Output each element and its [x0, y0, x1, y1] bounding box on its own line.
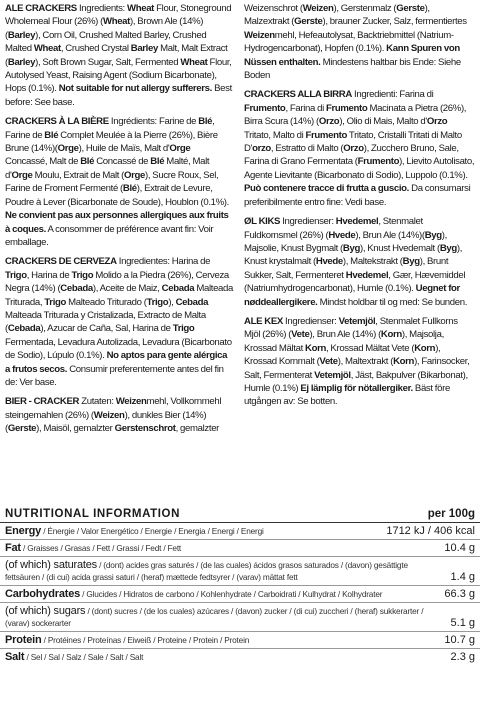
nutrition-title: NUTRITIONAL INFORMATION: [5, 508, 180, 520]
nutrient-value: 10.4 g: [444, 542, 475, 554]
ingredient-bold-text: Orge: [57, 143, 79, 155]
nutrition-label: [5, 588, 382, 600]
ingredient-bold-text: ØL KIKS: [244, 216, 281, 228]
ingredient-bold-text: Weizen: [302, 3, 334, 14]
ingredient-text: , Crushed Crystal: [60, 43, 131, 55]
nutrition-row: [0, 632, 480, 649]
ingredient-bold-text: Orge: [124, 169, 146, 181]
ingredient-text: , Stenmalet Fullkorns Mjöl (26%) (: [244, 315, 458, 341]
ingredient-bold-text: Wheat: [127, 3, 155, 14]
ingredient-text: , Farina di: [285, 102, 326, 114]
ingredient-text: , Harina de: [26, 269, 72, 281]
nutrient-translations: / Graisses / Grasas / Fett / Grassi / Fedt / Fett: [20, 543, 182, 553]
ingredient-text: Ingredienser:: [280, 216, 336, 228]
nutrient-translations: / (dont) acides gras saturés / (de las cuales) ácidos grasos saturados / (davon) gesättigte fettsäuren / (di cui) acida grassi saturi / (heraf) mættede fedtsyrer / (varav) mättat fett: [5, 560, 408, 582]
ingredient-text: ),: [168, 296, 176, 308]
nutrient-value: 1.4 g: [450, 571, 475, 583]
ingredient-bold-text: Blé: [44, 129, 59, 141]
ingredient-text: ), Soft Brown Sugar, Salt, Fermented: [35, 56, 181, 68]
ingredient-text: Mindestens haltbar bis Ende: Siehe Boden: [244, 56, 461, 82]
nutrition-row: [0, 649, 480, 665]
ingredient-bold-text: Not suitable for nut allergy sufferers.: [58, 83, 212, 95]
nutrient-translations: / Protéines / Proteínas / Eiweiß / Proteine / Protein / Protein: [41, 635, 250, 645]
ingredient-bold-text: Byg: [424, 229, 442, 241]
nutrient-translations: / Sel / Sal / Salz / Sale / Salt / Salt: [24, 652, 144, 662]
ingredient-bold-text: Weizen: [244, 29, 275, 41]
ingredient-text: Tritato, Malto di: [244, 129, 306, 141]
ingredient-bold-text: Blé: [80, 156, 95, 168]
ingredient-text: ), brauner Zucker, Salz, fermentiertes: [322, 16, 467, 28]
nutrient-translations: / Énergie / Valor Energético / Energie / Energia / Energi / Energi: [41, 526, 264, 536]
ingredient-bold-text: Gerstenschrot: [114, 423, 176, 435]
nutrition-rows: [0, 523, 480, 665]
ingredient-text: Complet Meulée à la Pierre (26%), Bière Brune (14%)(: [5, 129, 218, 155]
ingredient-text: ), Huile de Maïs, Malt d': [78, 143, 170, 155]
ingredients-columns: [5, 2, 477, 442]
ingredient-text: ), Maltextrakt (: [337, 356, 394, 368]
ingredient-text: ), Brun Ale (14%)(: [355, 229, 425, 241]
ingredient-text: ), Knust Hvedemalt (: [359, 242, 440, 254]
ingredient-bold-text: Orzo: [343, 143, 364, 155]
ingredient-bold-text: Cebada: [7, 323, 41, 335]
ingredient-text: Fermentada, Levadura Autolizada, Levadura (Bicarbonato de Sodio), Lúpulo (0.1%).: [5, 336, 232, 362]
ingredient-bold-text: BIER - CRACKER: [5, 396, 80, 408]
ingredient-text: ), Knust krystalmalt (: [244, 242, 463, 268]
ingredient-bold-text: Gerste: [294, 16, 323, 28]
ingredient-bold-text: Frumento: [357, 156, 400, 168]
ingredient-bold-text: Byg: [342, 242, 360, 254]
ingredient-bold-text: Orzo: [426, 116, 448, 128]
ingredient-text: Ingredientes: Harina de: [116, 256, 211, 268]
ingredient-text: ), Malzextrakt (: [244, 3, 430, 28]
ingredient-bold-text: Kann Spuren von Nüssen enthalten.: [244, 43, 460, 68]
ingredient-text: ), Majsolja, Krossad Mältat: [244, 329, 444, 354]
ingredient-bold-text: Barley: [130, 43, 158, 55]
ingredient-bold-text: Ej lämplig för nötallergiker.: [300, 382, 413, 394]
ingredient-paragraph: [5, 395, 234, 435]
nutrition-label: [5, 559, 445, 583]
nutrient-subname: (of which) saturates: [5, 559, 97, 571]
nutrient-name: Carbohydrates: [5, 588, 81, 600]
nutrient-value: 5.1 g: [450, 617, 475, 629]
ingredient-bold-text: Orzo: [318, 116, 340, 128]
ingredient-bold-text: Trigo: [172, 323, 195, 335]
ingredient-text: ), Majsolie, Knust Bygmalt (: [244, 229, 447, 254]
nutrient-value: 66.3 g: [444, 588, 475, 600]
ingredient-text: Concassé de: [94, 156, 151, 168]
nutrition-per-unit: per 100g: [427, 508, 475, 520]
ingredient-text: ), Corn Oil, Crushed Malted Barley, Crushed Malted: [5, 29, 207, 55]
ingredient-text: Concassé, Malt de: [5, 156, 81, 168]
ingredient-bold-text: Trigo: [71, 269, 94, 281]
ingredient-bold-text: Orge: [11, 169, 33, 181]
ingredient-bold-text: Hvedemel: [345, 269, 389, 281]
ingredient-text: Ingredienser:: [282, 315, 339, 327]
ingredient-bold-text: Blé: [122, 183, 137, 195]
nutrient-name: Energy: [5, 525, 42, 537]
ingredient-bold-text: Vete: [291, 329, 310, 341]
ingredient-bold-text: No aptos para gente alérgica a frutos secos.: [5, 350, 228, 375]
nutrition-label: [5, 542, 181, 554]
ingredient-paragraph: [5, 255, 234, 389]
ingredient-text: ), Lievito Autolisato, Agente Lievitante (Bicarbonato di Sodio), Luppolo (0.1%).: [244, 156, 475, 181]
ingredient-text: Ingredienti: Farina di: [351, 89, 434, 101]
ingredient-bold-text: Frumento: [244, 102, 286, 114]
nutrient-subname: (of which) sugars: [5, 605, 86, 617]
ingredient-text: mehl, Vollkornmehl steingemahlen (26%) (: [5, 396, 222, 421]
ingredient-text: ), Krossad Kornmalt (: [244, 342, 441, 368]
ingredient-text: mehl, Hefeautolysat, Backtriebmittel (Natrium-Hydrogencarbonat), Hopfen (0.1%).: [244, 29, 454, 55]
ingredient-bold-text: Cebada: [175, 296, 209, 308]
ingredient-text: Best before: See base.: [5, 83, 232, 108]
ingredients-right-column: [240, 2, 475, 442]
ingredient-bold-text: Korn: [393, 356, 415, 368]
ingredient-bold-text: Cebada: [161, 283, 195, 295]
ingredient-bold-text: Ne convient pas aux personnes allergiques aux fruits à coques.: [5, 210, 229, 235]
ingredient-bold-text: Uegnet for nøddeallergikere.: [244, 283, 460, 308]
ingredient-text: ), Extrait de Levure, Poudre à Lever (Bicarbonate de Soude), Houblon (0.1%).: [5, 183, 229, 208]
ingredient-text: , Krossad Mältat Vete (: [326, 342, 415, 354]
ingredient-bold-text: CRACKERS DE CERVEZA: [5, 256, 117, 268]
ingredient-bold-text: Orge: [169, 143, 191, 155]
ingredient-text: Mindst holdbar til og med: Se bunden.: [317, 296, 468, 308]
ingredient-text: Da consumarsi preferibilmente entro fine: Vedi base.: [244, 183, 471, 208]
nutrition-row: [0, 586, 480, 603]
ingredient-bold-text: Wheat: [33, 43, 61, 55]
ingredient-text: , Farine de: [5, 116, 215, 141]
ingredient-bold-text: Weizen: [115, 396, 147, 408]
ingredient-bold-text: Hvedemel: [335, 216, 379, 228]
ingredient-text: Malteada Triturada y Cristalizada, Extracto de Malta (: [5, 309, 206, 335]
ingredient-paragraph: [244, 215, 475, 309]
ingredient-bold-text: Blé: [150, 156, 165, 168]
nutrient-translations: / (dont) sucres / (de los cuales) azúcares / (davon) zucker / (di cui) zuccheri / (heraf) sukkerarter / (varav) sockerarter: [5, 606, 424, 628]
ingredient-bold-text: ALE CRACKERS: [5, 3, 77, 14]
nutrition-row: [0, 603, 480, 632]
ingredient-bold-text: Barley: [7, 56, 36, 68]
ingredient-bold-text: Byg: [402, 256, 420, 268]
ingredient-text: ), Brunt Sukker, Salt, Fermenteret: [244, 256, 449, 281]
ingredient-text: ), Maltekstrakt (: [342, 256, 403, 268]
nutrition-label: [5, 525, 264, 537]
ingredient-text: Tritato, Cristalli Tritati di Malto D': [244, 129, 462, 155]
ingredient-bold-text: Hvede: [315, 256, 343, 268]
ingredient-text: Malteado Triturado (: [66, 296, 147, 308]
ingredient-text: Malt, Malt Extract (: [5, 43, 228, 68]
nutrient-value: 2.3 g: [450, 651, 475, 663]
ingredient-text: A consommer de préférence avant fin: Voir emballage.: [5, 223, 214, 248]
ingredient-text: , Jäst, Bakpulver (Bikarbonat), Humle (0.1%): [244, 369, 468, 394]
nutrition-row: [0, 540, 480, 557]
ingredient-bold-text: Frumento: [305, 129, 347, 141]
nutrition-row: [0, 557, 480, 586]
ingredient-bold-text: Vetemjöl: [314, 369, 351, 381]
nutrient-value: 10.7 g: [444, 634, 475, 646]
ingredient-text: ), Sucre Roux, Sel, Farine de Froment Fermenté (: [5, 169, 219, 195]
ingredient-bold-text: Trigo: [146, 296, 169, 308]
ingredient-text: , Estratto di Malto (: [270, 143, 344, 155]
ingredient-text: Bäst före utgången av: Se botten.: [244, 382, 450, 408]
ingredient-text: Macinata a Pietra (26%), Birra Scura (14%) (: [244, 102, 467, 128]
ingredient-text: Flour, Stoneground Wholemeal Flour (26%) (: [5, 3, 232, 28]
ingredient-text: ), Aceite de Maiz,: [92, 283, 162, 295]
ingredient-bold-text: Korn: [380, 329, 402, 341]
ingredient-text: , gemalzter: [175, 423, 220, 435]
ingredient-text: Ingredients:: [76, 3, 127, 14]
ingredient-text: ), Azucar de Caña, Sal, Harina de: [40, 323, 173, 335]
ingredient-text: Malteada Triturada,: [5, 283, 234, 308]
nutrition-table: [0, 503, 480, 665]
ingredient-bold-text: Può contenere tracce di frutta a guscio.: [244, 183, 409, 195]
ingredient-bold-text: Byg: [439, 242, 457, 254]
ingredient-text: ), Farinsocker, Salt, Fermenterat: [244, 356, 470, 381]
ingredient-text: , Stenmalet Fuldkornsmel (26%) (: [244, 216, 423, 241]
ingredient-bold-text: Cebada: [60, 283, 93, 295]
ingredient-paragraph: [5, 115, 234, 249]
ingredient-text: Moulu, Extrait de Malt (: [32, 169, 125, 181]
nutrition-label: [5, 651, 143, 663]
ingredient-paragraph: [5, 2, 234, 109]
nutrient-name: Protein: [5, 634, 42, 646]
nutrition-label: [5, 605, 445, 629]
ingredient-bold-text: Korn: [305, 342, 326, 354]
ingredient-text: ), Olio di Mais, Malto d': [339, 116, 427, 128]
ingredient-bold-text: orzo: [252, 143, 271, 155]
ingredient-bold-text: Trigo: [5, 269, 27, 281]
ingredient-bold-text: Wheat: [180, 56, 208, 68]
ingredient-text: Zutaten:: [79, 396, 116, 408]
ingredient-bold-text: ALE KEX: [244, 315, 283, 327]
ingredient-bold-text: Vete: [319, 356, 338, 368]
ingredient-text: ), Zucchero Bruno, Sale, Farina di Grano Fermentata (: [244, 143, 459, 168]
ingredient-text: Molido a la Piedra (26%), Cerveza Negra (14%) (: [5, 269, 229, 295]
ingredient-bold-text: Gerste: [396, 3, 425, 14]
ingredient-text: ), Brown Ale (14%) (: [5, 16, 204, 41]
ingredient-bold-text: Hvede: [328, 229, 356, 241]
ingredient-bold-text: CRACKERS À LA BIÈRE: [5, 116, 109, 128]
ingredient-paragraph: [244, 315, 475, 409]
nutrient-name: Fat: [5, 542, 21, 554]
nutrient-name: Salt: [5, 651, 25, 663]
ingredients-left-column: [5, 2, 240, 442]
ingredient-bold-text: Gerste: [7, 423, 37, 435]
ingredient-bold-text: Wheat: [102, 16, 131, 28]
ingredient-text: Consumir preferentemente antes del fin de: Ver base.: [5, 363, 224, 388]
ingredient-bold-text: Barley: [7, 29, 36, 41]
ingredient-bold-text: Korn: [414, 342, 436, 354]
ingredient-bold-text: Frumento: [325, 102, 368, 114]
ingredient-text: , Gær, Hævemiddel (Natriumhydrogencarbonat), Humle (0.1%).: [244, 269, 466, 295]
ingredient-text: Malté, Malt d': [5, 156, 210, 181]
ingredient-bold-text: Vetemjöl: [338, 315, 376, 327]
ingredient-text: ), Maisöl, gemalzter: [36, 423, 115, 435]
nutrition-row: [0, 523, 480, 540]
nutrition-header: [0, 503, 480, 523]
ingredient-text: ), dunkles Bier (14%) (: [5, 409, 207, 435]
ingredient-text: Flour, Autolysed Yeast, Raising Agent (Sodium Bicarbonate), Hops (0.1%).: [5, 56, 232, 95]
ingredient-text: Weizenschrot (: [244, 3, 303, 14]
ingredient-bold-text: Blé: [198, 116, 213, 128]
ingredient-text: ), Gerstenmalz (: [333, 3, 397, 14]
ingredient-bold-text: CRACKERS ALLA BIRRA: [244, 89, 352, 101]
ingredient-bold-text: Weizen: [93, 409, 125, 421]
nutrient-value: 1712 kJ / 406 kcal: [386, 525, 475, 537]
ingredient-text: Ingrédients: Farine de: [108, 116, 199, 128]
ingredient-paragraph: [244, 2, 475, 82]
ingredient-text: ), Brun Ale (14%) (: [309, 329, 381, 341]
ingredient-bold-text: Trigo: [44, 296, 67, 308]
nutrition-label: [5, 634, 249, 646]
nutrient-translations: / Glucides / Hidratos de carbono / Kohlenhydrate / Carboidrati / Kulhydrat / Kolhydrater: [80, 589, 383, 599]
ingredient-paragraph: [244, 88, 475, 209]
